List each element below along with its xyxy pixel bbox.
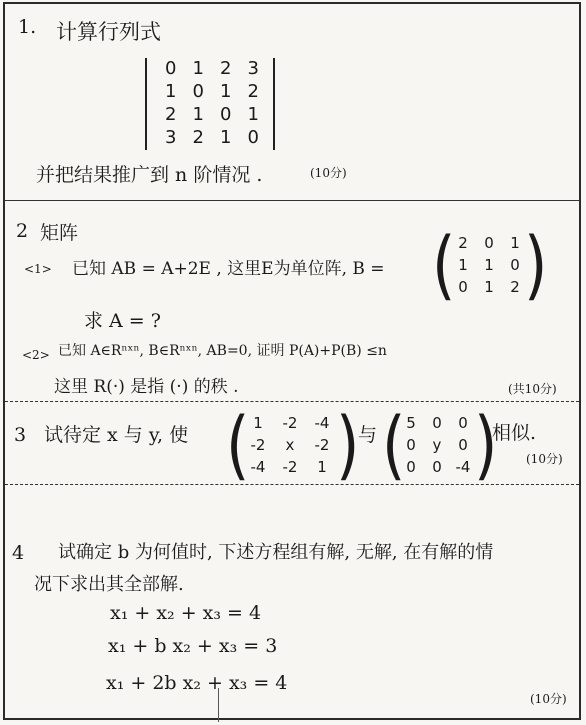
matrix-q3-right-cells: 5 0 0 0 y 0 0 0 -4 — [406, 414, 471, 476]
q1-determinant — [145, 58, 275, 150]
q4-equation: x₁ + 2b x₂ + x₃ = 4 — [106, 672, 288, 694]
q1-text: 并把结果推广到 n 阶情况 . — [36, 164, 263, 186]
divider — [5, 200, 579, 201]
matrix-b — [432, 221, 548, 310]
q2-sub1-label: <1> — [24, 262, 52, 276]
q2-points: (共10分) — [508, 382, 557, 396]
det-left-bar — [145, 58, 147, 150]
paren-left: ( — [382, 401, 406, 490]
matrix-b-cells: 2 0 1 1 1 0 0 1 2 — [458, 234, 520, 296]
det-row: 0 1 2 3 — [165, 58, 259, 79]
q2-sub2-note: 这里 R(·) 是指 (·) 的秩 . — [54, 377, 239, 397]
paren-left: ( — [226, 401, 250, 490]
q4-equation: x₁ + b x₂ + x₃ = 3 — [108, 635, 278, 657]
q2-sub2-text: 已知 A∈Rⁿˣⁿ, B∈Rⁿˣⁿ, AB=0, 证明 P(A)+P(B) ≤n — [58, 343, 387, 359]
q4-points: (10分) — [530, 692, 567, 706]
q3-text-b: 与 — [358, 424, 378, 446]
paren-right: ) — [524, 221, 548, 310]
det-row: 1 0 1 2 — [165, 81, 259, 102]
q2-sub2-label: <2> — [22, 348, 50, 362]
q2-sub1-text: 已知 AB = A+2E , 这里E为单位阵, B = — [72, 259, 385, 279]
matrix-q3-right — [382, 401, 498, 490]
q4-line1: 试确定 b 为何值时, 下述方程组有解, 无解, 在有解的情 — [58, 542, 494, 563]
det-right-bar — [273, 58, 275, 150]
q1-number: 1. — [18, 16, 37, 38]
paren-left: ( — [432, 221, 456, 310]
matrix-q3-left-cells: 1 -2 -4 -2 x -2 -4 -2 1 — [250, 414, 330, 476]
q4-line2: 况下求出其全部解. — [34, 574, 184, 595]
q2-number: 2 — [16, 220, 29, 242]
matrix-q3-left — [226, 401, 360, 490]
q2-title: 矩阵 — [40, 222, 79, 244]
paren-right: ) — [474, 401, 498, 490]
q1-title: 计算行列式 — [56, 20, 161, 44]
det-row: 3 2 1 0 — [165, 127, 259, 148]
q1-points: (10分) — [310, 166, 347, 180]
q2-sub1-ask: 求 A = ? — [84, 310, 161, 332]
page-frame — [3, 2, 581, 720]
det-row: 2 1 0 1 — [165, 104, 259, 125]
q4-number: 4 — [12, 542, 25, 564]
divider — [5, 484, 579, 485]
q3-points: (10分) — [526, 452, 563, 466]
q3-number: 3 — [14, 424, 27, 446]
q3-text-c: 相似. — [492, 422, 537, 444]
q3-text-a: 试待定 x 与 y, 使 — [44, 424, 189, 446]
q4-equation: x₁ + x₂ + x₃ = 4 — [110, 602, 262, 624]
paren-right: ) — [336, 401, 360, 490]
